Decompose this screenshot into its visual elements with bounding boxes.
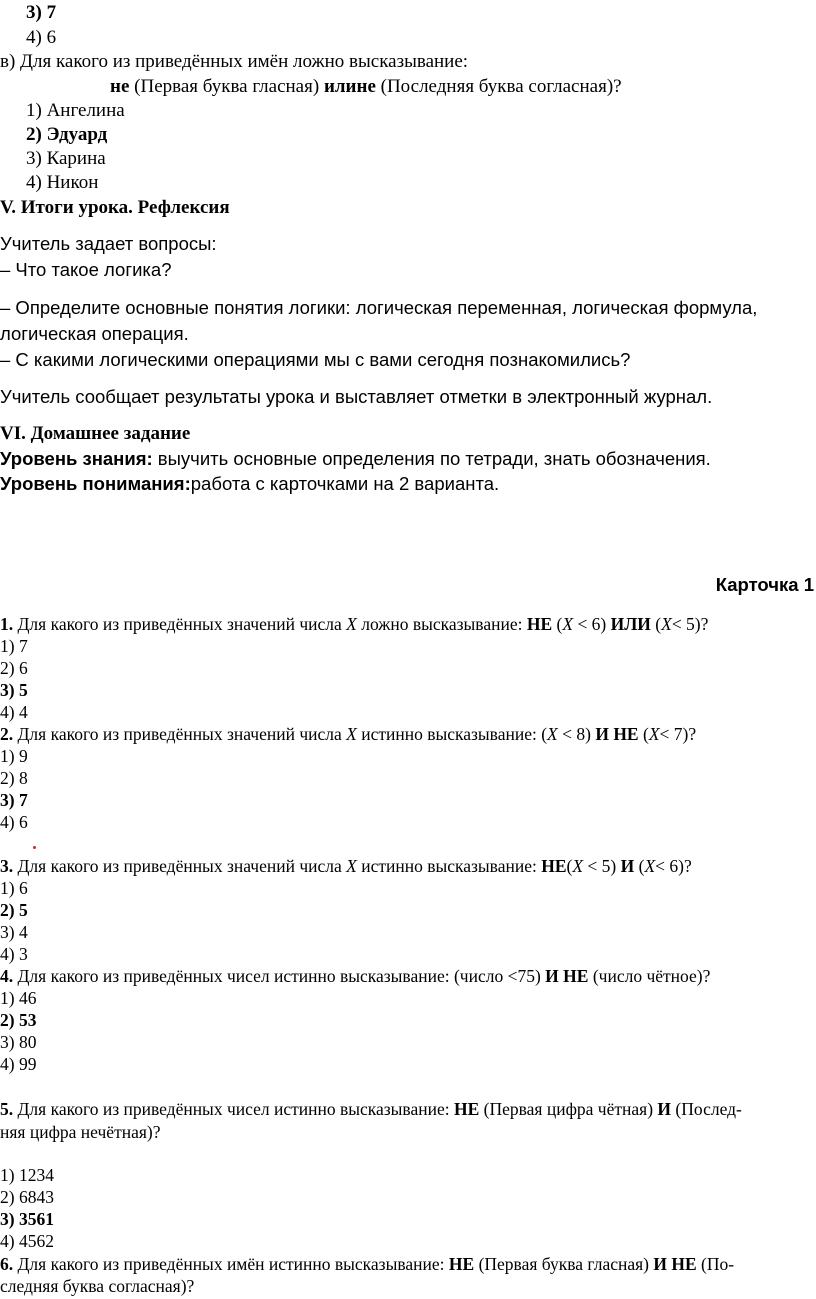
answer-option: 4) 6 <box>0 812 28 832</box>
answer-option: 1) 46 <box>0 988 37 1008</box>
paragraph: – С какими логическими операциями мы с вами сегодня познакомились? <box>0 349 631 370</box>
answer-option: 4) 99 <box>0 1054 37 1074</box>
answer-option <box>0 1209 54 1230</box>
card-question-5: 5. Для какого из приведённых чисел истинно высказывание: НЕ (Первая цифра чётная) И (Послед- <box>0 1099 742 1119</box>
answer-option: 1) 6 <box>0 878 28 898</box>
answer-option: 2) 6843 <box>0 1187 54 1207</box>
card-title: Карточка 1 <box>715 574 814 595</box>
correct-answer: 3) 7 <box>0 790 28 810</box>
card-question-6-continued: следняя буква согласная)? <box>0 1276 195 1296</box>
paragraph: – Определите основные понятия логики: логическая переменная, логическая формула, <box>0 297 758 318</box>
answer-option <box>26 2 56 24</box>
paragraph: логическая операция. <box>0 323 189 344</box>
answer-option: 1) 7 <box>0 636 28 656</box>
question-v-expression: не (Первая буква гласная) илине (Последняя буква согласная)? <box>110 76 622 97</box>
answer-option <box>26 124 107 146</box>
answer-option: 2) 8 <box>0 768 28 788</box>
homework-level: Уровень понимания:работа с карточками на 2 варианта. <box>0 473 500 494</box>
question-v: в) Для какого из приведённых имён ложно высказывание: <box>0 51 469 72</box>
card-question-5-continued: няя цифра нечётная)? <box>0 1122 161 1142</box>
stray-dot-mark <box>33 846 36 849</box>
answer-option <box>0 680 28 701</box>
section-heading: V. Итоги урока. Рефлексия <box>0 197 230 218</box>
card-question-2: 2. Для какого из приведённых значений числа X истинно высказывание: (X < 8) И НЕ (X< 7)? <box>0 724 697 744</box>
card-question-4: 4. Для какого из приведённых чисел истинно высказывание: (число <75) И НЕ (число чётное)? <box>0 966 711 986</box>
paragraph: – Что такое логика? <box>0 259 172 280</box>
correct-answer: 3) 3561 <box>0 1209 54 1229</box>
answer-option: 1) Ангелина <box>26 100 125 121</box>
correct-answer: 3) 7 <box>26 2 57 23</box>
paragraph: Учитель задает вопросы: <box>0 233 217 254</box>
answer-option: 4) 4562 <box>0 1231 54 1251</box>
answer-option: 4) Никон <box>26 172 99 193</box>
section-heading: VI. Домашнее задание <box>0 423 191 444</box>
answer-option: 1) 1234 <box>0 1165 54 1185</box>
correct-answer: 2) Эдуард <box>26 124 108 145</box>
answer-option <box>0 900 28 921</box>
answer-option: 3) 4 <box>0 922 28 942</box>
answer-option <box>0 790 28 811</box>
paragraph: Учитель сообщает результаты урока и выставляет отметки в электронный журнал. <box>0 386 713 407</box>
answer-option: 3) Карина <box>26 148 106 169</box>
homework-level: Уровень знания: выучить основные определения по тетради, знать обозначения. <box>0 448 711 469</box>
correct-answer: 2) 53 <box>0 1010 37 1030</box>
answer-option <box>0 1010 36 1031</box>
card-question-3: 3. Для какого из приведённых значений числа X истинно высказывание: НЕ(X < 5) И (X< 6)? <box>0 856 692 876</box>
correct-answer: 2) 5 <box>0 900 28 920</box>
answer-option: 3) 80 <box>0 1032 37 1052</box>
answer-option: 2) 6 <box>0 658 28 678</box>
answer-option: 1) 9 <box>0 746 28 766</box>
answer-option: 4) 3 <box>0 944 28 964</box>
answer-option: 4) 4 <box>0 702 28 722</box>
card-question-1: 1. Для какого из приведённых значений числа X ложно высказывание: НЕ (X < 6) ИЛИ (X< 5)? <box>0 614 709 634</box>
correct-answer: 3) 5 <box>0 680 28 700</box>
answer-option: 4) 6 <box>26 27 57 48</box>
card-question-6: 6. Для какого из приведённых имён истинно высказывание: НЕ (Первая буква гласная) И НЕ (По- <box>0 1254 735 1274</box>
